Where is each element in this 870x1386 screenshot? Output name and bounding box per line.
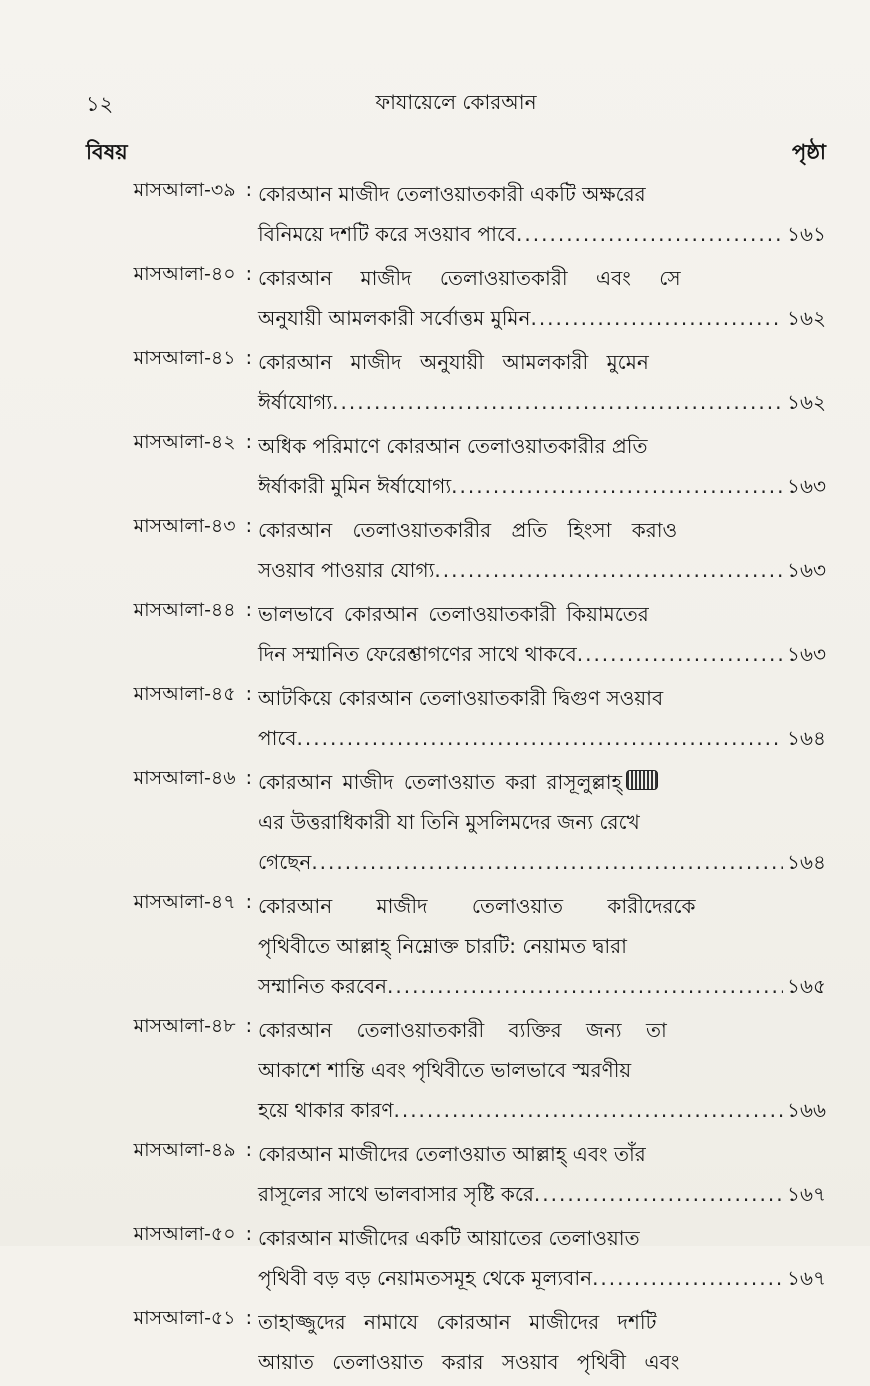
entry-text-last: পৃথিবী বড় বড় নেয়ামতসমূহ থেকে মূল্যবান xyxy=(258,1266,593,1290)
running-title: ফাযায়েলে কোরআন xyxy=(375,90,537,114)
toc-entry xyxy=(72,510,826,590)
page-number: ১২ xyxy=(86,92,114,116)
entry-text-last: গেছেন xyxy=(258,850,312,874)
entry-label: মাসআলা-৪৪ : xyxy=(133,599,252,621)
entry-text-line: কোরআন তেলাওয়াতকারী ব্যক্তির জন্য তা xyxy=(258,1018,667,1042)
entry-text-line: এর উত্তরাধিকারী যা তিনি মুসলিমদের জন্য রেখে xyxy=(258,810,640,834)
entry-text-last: সওয়াব পাওয়ার যোগ্য xyxy=(258,558,435,582)
entry-page-number: ১৬৪ xyxy=(787,726,826,750)
salawat-seal-icon xyxy=(626,770,658,790)
entry-text-last: ঈর্ষাযোগ্য xyxy=(258,390,333,414)
entry-label: মাসআলা-৪৯ : xyxy=(133,1139,252,1161)
table-of-contents xyxy=(72,174,826,1386)
entry-text-line: ভালভাবে কোরআন তেলাওয়াতকারী কিয়ামতের xyxy=(258,602,649,626)
toc-entry xyxy=(72,342,826,422)
entry-label: মাসআলা-৪৭ : xyxy=(133,891,252,913)
entry-label: মাসআলা-৪৩ : xyxy=(133,515,252,537)
entry-page-number: ১৬২ xyxy=(787,390,826,414)
dot-leader xyxy=(434,550,783,590)
entry-page-number: ১৬৩ xyxy=(787,642,826,666)
entry-text-line: কোরআন মাজীদ তেলাওয়াতকারী এবং সে xyxy=(258,266,681,290)
toc-entry xyxy=(72,1218,826,1298)
entry-text-last: দিন সম্মানিত ফেরেশ্তাগণের সাথে থাকবে xyxy=(258,642,577,666)
dot-leader xyxy=(516,214,783,254)
entry-text-line: কোরআন তেলাওয়াতকারীর প্রতি হিংসা করাও xyxy=(258,518,678,542)
entry-text-last: পাবে xyxy=(258,726,297,750)
entry-text-line: আয়াত তেলাওয়াত করার সওয়াব পৃথিবী এবং xyxy=(258,1350,680,1374)
toc-entry xyxy=(72,1010,826,1130)
entry-text-last: রাসূলের সাথে ভালবাসার সৃষ্টি করে xyxy=(258,1182,534,1206)
entry-page-number: ১৬৭ xyxy=(787,1182,826,1206)
entry-label: মাসআলা-৪৫ : xyxy=(133,683,252,705)
toc-entry xyxy=(72,1134,826,1214)
entry-text-line: কোরআন মাজীদ অনুযায়ী আমলকারী মুমেন xyxy=(258,350,649,374)
entry-text-line: কোরআন মাজীদ তেলাওয়াত করা রাসূলুল্লাহ্ xyxy=(258,762,826,802)
page-header xyxy=(86,88,826,124)
column-headings xyxy=(86,136,826,172)
toc-entry xyxy=(72,594,826,674)
toc-entry xyxy=(72,886,826,1006)
dot-leader xyxy=(297,718,783,758)
entry-page-number: ১৬৩ xyxy=(787,558,826,582)
entry-text-line: তাহাজ্জুদের নামাযে কোরআন মাজীদের দশটি xyxy=(258,1310,657,1334)
entry-text-last: বিনিময়ে দশটি করে সওয়াব পাবে xyxy=(258,222,517,246)
dot-leader xyxy=(577,634,783,674)
entry-label: মাসআলা-৩৯ : xyxy=(133,179,252,201)
entry-text-line: কোরআন মাজীদের একটি আয়াতের তেলাওয়াত xyxy=(258,1226,640,1250)
toc-entry xyxy=(72,174,826,254)
entry-label: মাসআলা-৫০ : xyxy=(133,1223,252,1245)
entry-page-number: ১৬৫ xyxy=(787,974,826,998)
toc-entry xyxy=(72,426,826,506)
dot-leader xyxy=(393,1090,783,1130)
entry-label: মাসআলা-৪৬ : xyxy=(133,767,252,789)
entry-page-number: ১৬৩ xyxy=(787,474,826,498)
entry-label: মাসআলা-৪১ : xyxy=(133,347,252,369)
entry-text-line: কোরআন মাজীদের তেলাওয়াত আল্লাহ্ এবং তাঁর xyxy=(258,1142,646,1166)
entry-page-number: ১৬২ xyxy=(787,306,826,330)
entry-text-line: কোরআন মাজীদ তেলাওয়াতকারী একটি অক্ষরের xyxy=(258,182,646,206)
entry-page-number: ১৬৪ xyxy=(787,850,826,874)
entry-text-last: ঈর্ষাকারী মুমিন ঈর্ষাযোগ্য xyxy=(258,474,452,498)
dot-leader xyxy=(592,1258,783,1298)
dot-leader xyxy=(311,842,783,882)
entry-label: মাসআলা-৫১ : xyxy=(133,1307,252,1329)
entry-text-line: অধিক পরিমাণে কোরআন তেলাওয়াতকারীর প্রতি xyxy=(258,434,648,458)
entry-label: মাসআলা-৪০ : xyxy=(133,263,252,285)
entry-page-number: ১৬১ xyxy=(787,222,826,246)
toc-entry xyxy=(72,1302,826,1382)
page-column-heading: পৃষ্ঠা xyxy=(791,140,826,164)
entry-text-line: আকাশে শান্তি এবং পৃথিবীতে ভালভাবে স্মরণীয় xyxy=(258,1058,632,1082)
dot-leader xyxy=(332,382,783,422)
entry-text-last: সম্মানিত করবেন xyxy=(258,974,387,998)
toc-entry xyxy=(72,258,826,338)
entry-text-line: কোরআন মাজীদ তেলাওয়াত কারীদেরকে xyxy=(258,894,696,918)
entry-label: মাসআলা-৪২ : xyxy=(133,431,252,453)
toc-entry xyxy=(72,762,826,882)
entry-text-line: আটকিয়ে কোরআন তেলাওয়াতকারী দ্বিগুণ সওয়াব xyxy=(258,686,664,710)
dot-leader xyxy=(530,298,783,338)
dot-leader xyxy=(387,966,783,1006)
dot-leader xyxy=(534,1174,783,1214)
entry-text-last: হয়ে থাকার কারণ xyxy=(258,1098,394,1122)
entry-text-line: পৃথিবীতে আল্লাহ্ নিম্নোক্ত চারটি: নেয়ামত দ্বারা xyxy=(258,934,627,958)
entry-page-number: ১৬৭ xyxy=(787,1266,826,1290)
dot-leader xyxy=(451,466,783,506)
entry-text-last: অনুযায়ী আমলকারী সর্বোত্তম মুমিন xyxy=(258,306,531,330)
subject-column-heading: বিষয় xyxy=(86,140,128,164)
entry-label: মাসআলা-৪৮ : xyxy=(133,1015,252,1037)
toc-entry xyxy=(72,678,826,758)
entry-page-number: ১৬৬ xyxy=(787,1098,826,1122)
